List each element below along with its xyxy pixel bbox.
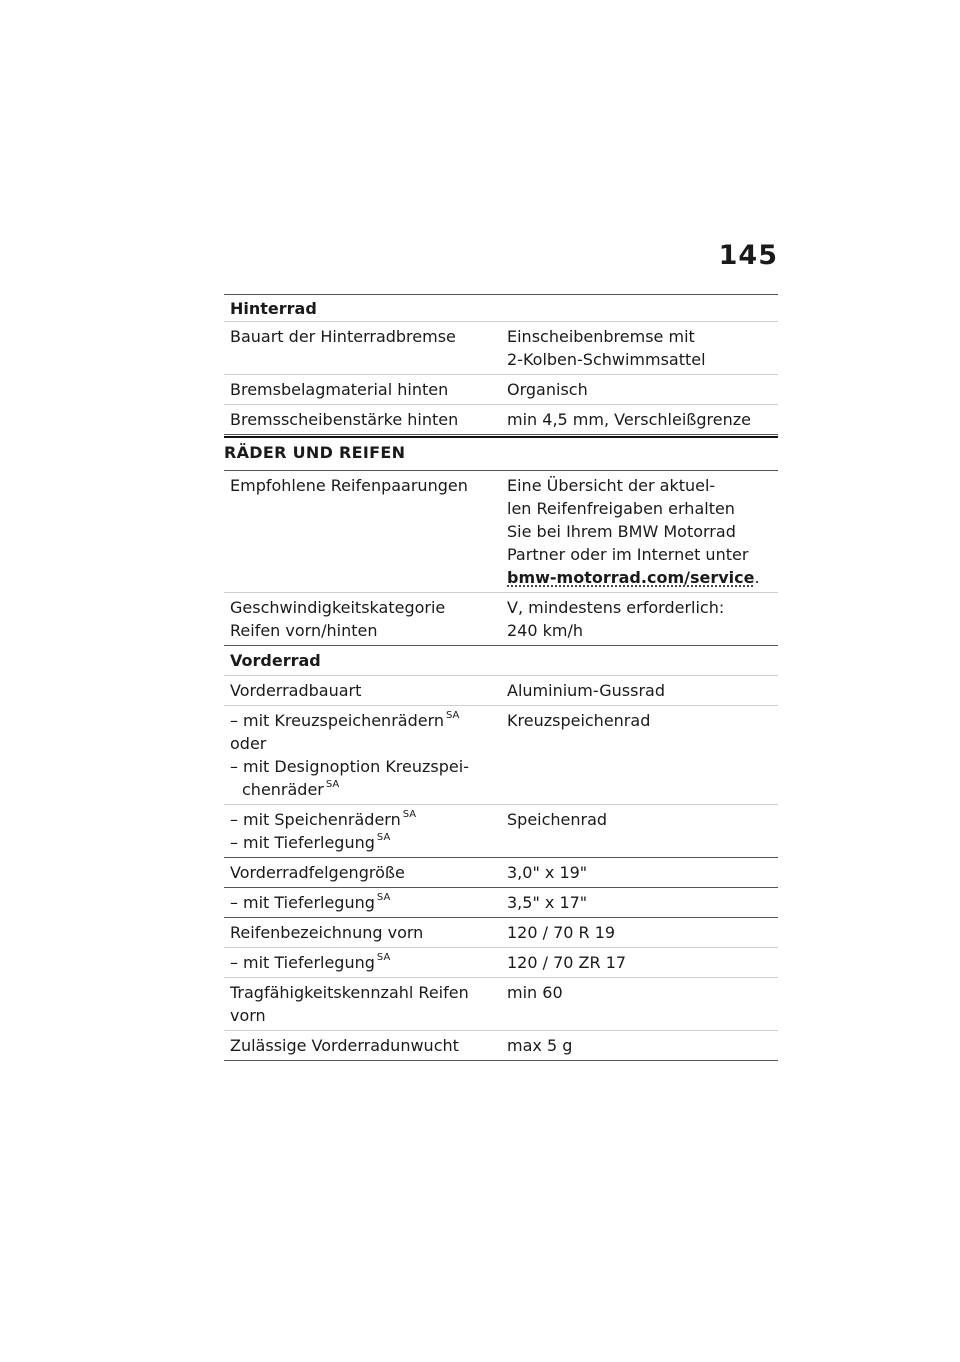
table-row bbox=[224, 888, 778, 918]
dash-icon: – bbox=[230, 833, 238, 852]
pad-material-value: Organisch bbox=[507, 380, 588, 399]
service-link[interactable]: bmw-motorrad.com/service bbox=[507, 568, 755, 587]
brake-type-label: Bauart der Hinterradbremse bbox=[230, 327, 456, 346]
spoke-option-item1: mit Kreuzspeichenrädern bbox=[243, 711, 445, 730]
rear-wheel-table bbox=[224, 321, 778, 435]
speed-category-label-line1: Geschwindigkeitskategorie bbox=[230, 598, 446, 617]
speed-category-label-line2: Reifen vorn/hinten bbox=[230, 621, 378, 640]
brake-type-value bbox=[501, 322, 778, 375]
rear-wheel-heading: Hinterrad bbox=[224, 294, 778, 321]
table-row bbox=[224, 978, 778, 1031]
speed-category-value-line2: 240 km/h bbox=[507, 621, 584, 640]
load-index-label bbox=[224, 978, 501, 1031]
sa-badge: SA bbox=[402, 808, 417, 820]
rim-size-lowered-label bbox=[224, 888, 501, 918]
wire-option-item2: mit Tieferlegung bbox=[243, 833, 375, 852]
table-row bbox=[224, 948, 778, 978]
dash-icon: – bbox=[230, 953, 238, 972]
load-index-label-line1: Tragfähigkeitskennzahl Reifen bbox=[230, 983, 469, 1002]
recommended-line2: len Reifenfreigaben erhalten bbox=[507, 499, 735, 518]
speed-category-value bbox=[501, 593, 778, 646]
wire-option-item1: mit Speichenrädern bbox=[243, 810, 401, 829]
pad-material-label: Bremsbelagmaterial hinten bbox=[230, 380, 449, 399]
table-row bbox=[224, 646, 778, 676]
front-wheel-heading: Vorderrad bbox=[230, 651, 321, 670]
recommended-tires-label: Empfohlene Reifenpaarungen bbox=[230, 476, 468, 495]
front-construction-value: Aluminium-Gussrad bbox=[507, 681, 665, 700]
recommended-line3: Sie bei Ihrem BMW Motorrad bbox=[507, 522, 736, 541]
sa-badge: SA bbox=[376, 831, 391, 843]
rim-size-lowered-value: 3,5" x 17" bbox=[507, 893, 588, 912]
link-suffix: . bbox=[754, 568, 760, 587]
spoke-option-value: Kreuzspeichenrad bbox=[507, 711, 651, 730]
spoke-option-item2-line2: chenräder bbox=[242, 780, 324, 799]
speed-category-value-line1: V, mindestens erforderlich: bbox=[507, 598, 725, 617]
table-row bbox=[224, 805, 778, 858]
disc-thickness-value: min 4,5 mm, Verschleißgrenze bbox=[507, 410, 751, 429]
wheels-tires-table bbox=[224, 470, 778, 1061]
table-row bbox=[224, 322, 778, 375]
brake-type-value-line2: 2-Kolben-Schwimmsattel bbox=[507, 350, 706, 369]
table-row bbox=[224, 405, 778, 435]
table-row bbox=[224, 676, 778, 706]
front-construction-label: Vorderradbauart bbox=[230, 681, 362, 700]
rim-size-label: Vorderradfelgengröße bbox=[230, 863, 405, 882]
dash-icon: – bbox=[230, 893, 238, 912]
imbalance-label: Zulässige Vorderradunwucht bbox=[230, 1036, 459, 1055]
dash-icon: – bbox=[230, 757, 238, 776]
tire-designation-lowered-value: 120 / 70 ZR 17 bbox=[507, 953, 627, 972]
sa-badge: SA bbox=[325, 778, 340, 790]
sa-badge: SA bbox=[376, 891, 391, 903]
load-index-value: min 60 bbox=[507, 983, 563, 1002]
table-row bbox=[224, 1031, 778, 1061]
rim-size-value: 3,0" x 19" bbox=[507, 863, 588, 882]
tire-designation-lowered-label bbox=[224, 948, 501, 978]
wire-option-label bbox=[224, 805, 501, 858]
recommended-line1: Eine Übersicht der aktuel- bbox=[507, 476, 716, 495]
sa-badge: SA bbox=[376, 951, 391, 963]
table-row bbox=[224, 858, 778, 888]
table-row bbox=[224, 593, 778, 646]
tire-designation-value: 120 / 70 R 19 bbox=[507, 923, 616, 942]
spoke-option-item2-line1: mit Designoption Kreuzspei- bbox=[243, 757, 469, 776]
page-number: 145 bbox=[718, 240, 778, 271]
recommended-tires-value bbox=[501, 471, 778, 593]
dash-icon: – bbox=[230, 810, 238, 829]
tire-designation-lowered-text: mit Tieferlegung bbox=[243, 953, 375, 972]
wire-option-value: Speichenrad bbox=[507, 810, 608, 829]
table-row bbox=[224, 375, 778, 405]
wheels-tires-section bbox=[224, 436, 778, 1061]
spoke-option-or: oder bbox=[230, 734, 267, 753]
table-row bbox=[224, 918, 778, 948]
table-row bbox=[224, 471, 778, 593]
table-row bbox=[224, 706, 778, 805]
tire-designation-label: Reifenbezeichnung vorn bbox=[230, 923, 424, 942]
rim-size-lowered-text: mit Tieferlegung bbox=[243, 893, 375, 912]
spoke-option-label bbox=[224, 706, 501, 805]
sa-badge: SA bbox=[446, 709, 460, 721]
recommended-line4: Partner oder im Internet unter bbox=[507, 545, 749, 564]
speed-category-label bbox=[224, 593, 501, 646]
dash-icon: – bbox=[230, 711, 238, 730]
brake-type-value-line1: Einscheibenbremse mit bbox=[507, 327, 695, 346]
rear-wheel-section bbox=[224, 294, 778, 435]
imbalance-value: max 5 g bbox=[507, 1036, 573, 1055]
disc-thickness-label: Bremsscheibenstärke hinten bbox=[230, 410, 459, 429]
section-title: RÄDER UND REIFEN bbox=[224, 436, 778, 470]
load-index-label-line2: vorn bbox=[230, 1006, 266, 1025]
